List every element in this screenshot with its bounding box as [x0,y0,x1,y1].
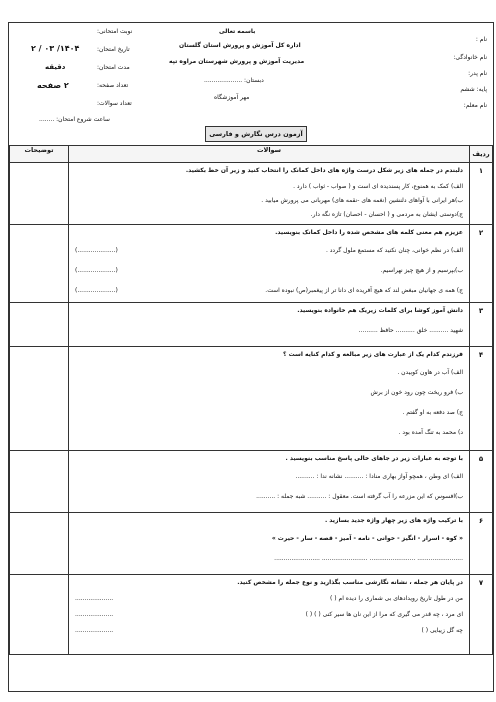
question-line: د) محمد به تنگ آمده بود . [398,429,463,436]
question-number: ۱ [470,163,493,225]
question-number: ۶ [470,513,493,575]
question-title: دانش آموز کوشا برای کلمات زیریک هم خانواده بنویسید. [297,307,463,314]
answer-blank[interactable]: .................... [75,595,114,602]
question-line: ب)بپرسیم و از هیچ چیز نهراسیم. [380,267,463,274]
header-title: باسمه تعالی [219,28,256,35]
question-number: ۷ [470,575,493,655]
question-line: ب)افسوس که این مزرعه را آب گرفته است. معقول : .......... شبه جمله : .......... [256,493,463,500]
notes-cell [10,303,69,347]
student-grade: پایه: ششم [460,86,487,93]
question-line: شهید .......... خلق .......... حافظ .......... [358,327,463,334]
exam-date-label: تاریخ امتحان: [97,46,130,53]
question-line: من در طول تاریخ رویدادهای بی شماری را دیده ام ( ) [330,595,463,602]
notes-cell [10,163,69,225]
header-department: مدیریت آموزش و پرورش شهرستان مراوه تپه [169,58,305,65]
question-line: ج) همه ی جهانیان مبغض لند که هیچ آفریده ای دانا تر از پیغمبر(ص) نبوده است. [265,287,463,294]
student-family: نام خانوادگی: [453,54,487,61]
question-line: ای مرد ، چه قدر می گیری که مرا از این نان ها سیر کنی ( ) ( ) [305,611,463,618]
question-number: ۴ [470,347,493,451]
notes-cell [10,575,69,655]
answer-blank[interactable]: (....................) [75,267,118,274]
student-father: نام پدر: [468,70,487,77]
answer-blank[interactable]: .................... [75,627,114,634]
col-questions: سوالات [69,146,470,163]
notes-cell [10,513,69,575]
table-row [10,303,493,347]
question-line: الف) کمک به همنوع، کار پسندیده ای است و ( صواب - ثواب ) دارد . [293,183,463,190]
exam-sheet [8,22,494,692]
question-line: چه گل زیبایی ( ) [421,627,463,634]
questions-table [9,145,493,655]
notes-cell [10,451,69,513]
question-line: الف) ای وطن ، همچو آواز بهاری منادا : .......... نشانه ندا : .......... [295,473,463,480]
question-line: ب) فرو ریخت چون رود خون از برش [370,389,463,396]
exam-header [9,23,493,146]
question-line: الف) آب در هاون کوبیدن . [397,369,463,376]
question-line: الف) در نظم خوانی، چنان نکنید که مستمع ملول گردد . [325,247,463,254]
word-list: « کوه - اسرار - انگیز - خوانی - نامه - آمیز - قصه - سار - حیرت » [271,535,463,542]
table-row [10,451,493,513]
answer-blank[interactable]: (....................) [75,287,118,294]
question-3 [69,303,470,347]
table-header-row [10,146,493,163]
question-title: با توجه به عبارات زیر در جاهای خالی پاسخ مناسب بنویسید . [285,455,463,462]
question-1 [69,163,470,225]
question-title: با ترکیب واژه های زیر چهار واژه جدید بسازید . [324,517,463,524]
answer-blank[interactable]: .................... [75,611,114,618]
exam-questions-label: تعداد سوالات: [97,100,132,107]
exam-duration-value: دقیقه [45,63,66,71]
question-7 [69,575,470,655]
subject-title: آزمون درس نگارش و فارسی [205,126,307,142]
col-notes: توضیحات [10,146,69,163]
question-4 [69,347,470,451]
exam-pages-value: ۲ صفحه [37,81,69,90]
table-row [10,513,493,575]
header-office: اداره کل آموزش و پرورش استان گلستان [179,42,301,49]
question-title: در پایان هر جمله ، نشانه نگارشی مناسب بگذارید و نوع جمله را مشخص کنید. [237,579,463,586]
question-number: ۲ [470,225,493,303]
student-teacher: نام معلم: [463,102,487,109]
exam-duration-label: مدت امتحان: [97,64,130,71]
question-2 [69,225,470,303]
col-row: ردیف [470,146,493,163]
question-6 [69,513,470,575]
table-row [10,347,493,451]
table-row [10,225,493,303]
question-line: ج) صد دفعه به او گفتم . [402,409,463,416]
table-row [10,575,493,655]
notes-cell [10,347,69,451]
header-school: دبستان: .................... [204,77,264,84]
question-title: دلبندم در جمله های زیر شکل درست واژه های داخل کمانک را انتخاب کنید و زیر آن خط بکشید. [185,167,463,174]
question-title: عزیزم هم معنی کلمه های مشخص شده را داخل کمانک بنویسید. [275,229,463,236]
notes-cell [10,225,69,303]
student-name: نام : [475,36,487,43]
answer-blank[interactable]: (....................) [75,247,118,254]
header-stamp: مهر آموزشگاه [214,94,250,101]
answer-blanks[interactable]: ........................ ........................ ........................ ........................ [274,555,463,562]
exam-date-value: ۱۴۰۴/ ۰۳ / ۲ [31,44,80,53]
exam-start-label: ساعت شروع امتحان: ........ [39,116,110,123]
table-row [10,163,493,225]
exam-pages-label: تعداد صفحه: [97,82,129,89]
question-line: ب)هر ایرانی با آواهای دلنشین (نغمه های -نقمه های) مهربانی می پرورش میابید . [261,197,463,204]
question-number: ۵ [470,451,493,513]
question-line: ج)دوستی ایشان به مردمی و ( احسان - احصان) تازه نگه دار. [310,211,463,218]
exam-turn: نوبت امتحانی: [97,28,133,35]
question-title: فرزندم کدام یک از عبارت های زیر مبالغه و کدام کنایه است ؟ [283,351,463,358]
question-number: ۳ [470,303,493,347]
question-5 [69,451,470,513]
